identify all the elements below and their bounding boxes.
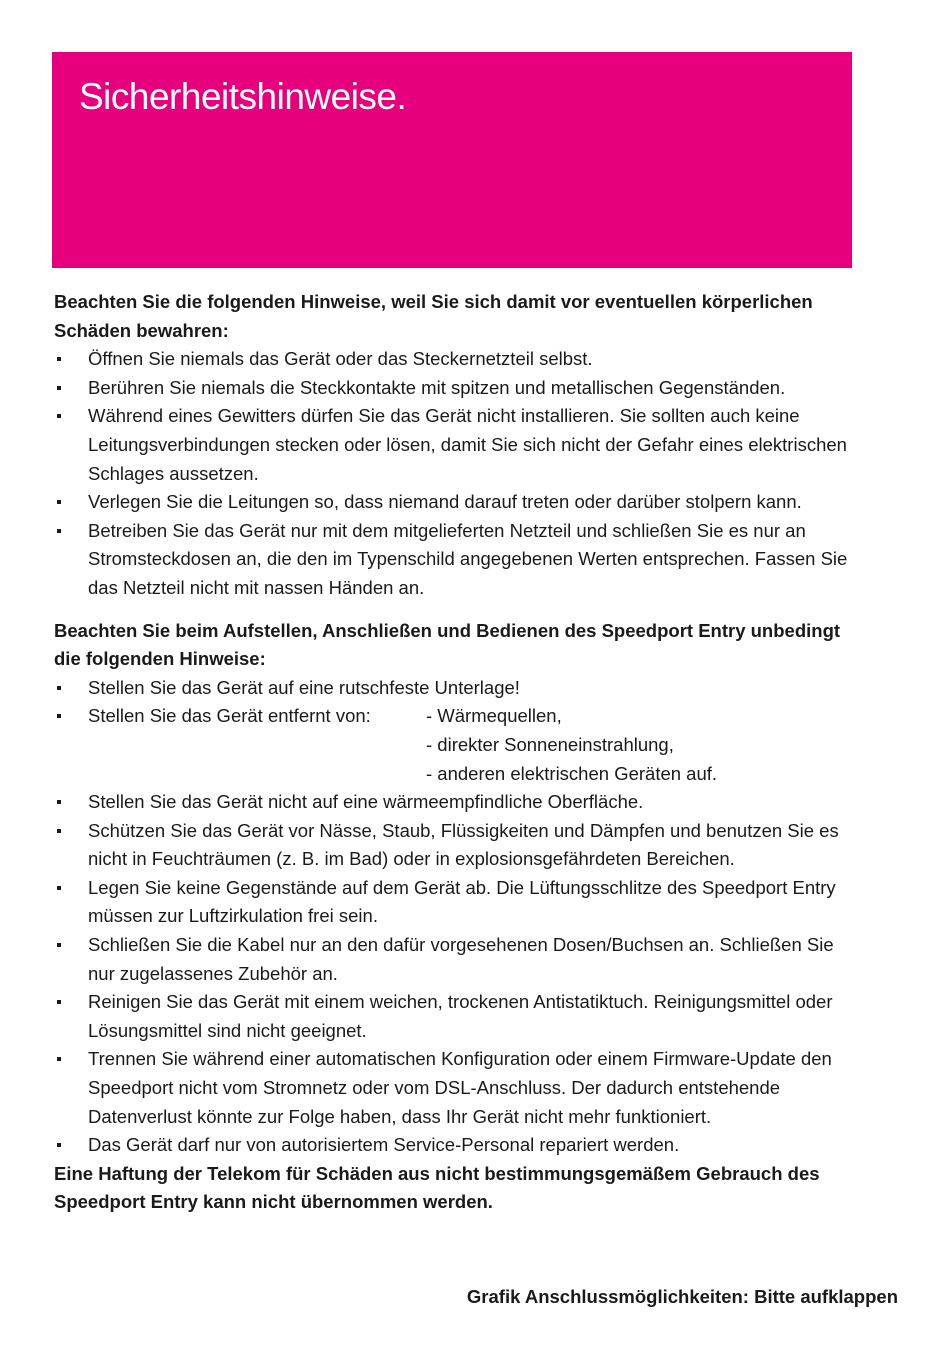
distance-items [426,702,854,788]
section1-intro: Beachten Sie die folgenden Hinweise, weil Sie sich damit vor eventuellen körperlichen Schäden bewahren: [54,291,813,341]
distance-item: - direkter Sonneneinstrahlung, [426,733,674,755]
list-item: Das Gerät darf nur von autorisiertem Service-Personal repariert werden. [54,1131,854,1160]
list-item: Berühren Sie niemals die Steckkontakte mit spitzen und metallischen Gegenständen. [54,374,854,403]
list-item: Trennen Sie während einer automatischen Konfiguration oder einem Firmware-Update den Speedport nicht vom Stromnetz oder vom DSL-Anschluss. Der dadurch entstehende Datenverlust könnte zur Folge haben, dass Ihr Gerät nicht mehr funktioniert. [54,1045,854,1131]
page-title: Sicherheitshinweise. [79,76,407,117]
list-item: Stellen Sie das Gerät nicht auf eine wärmeempfindliche Oberfläche. [54,788,854,817]
list-item: Während eines Gewitters dürfen Sie das Gerät nicht installieren. Sie sollten auch keine Leitungsverbindungen stecken oder lösen, damit Sie sich nicht der Gefahr eines elektrischen Schlages aussetzen. [54,402,854,488]
section2-list [54,674,854,1160]
distance-item: - Wärmequellen, [426,705,562,727]
list-item: Schließen Sie die Kabel nur an den dafür vorgesehenen Dosen/Buchsen an. Schließen Sie nur zugelassenes Zubehör an. [54,931,854,988]
list-item: Schützen Sie das Gerät vor Nässe, Staub, Flüssigkeiten und Dämpfen und benutzen Sie es nicht in Feuchträumen (z. B. im Bad) oder in explosionsgefährdeten Bereichen. [54,817,854,874]
distance-row [88,702,854,788]
list-item: Stellen Sie das Gerät auf eine rutschfeste Unterlage! [54,674,854,703]
list-item: Verlegen Sie die Leitungen so, dass niemand darauf treten oder darüber stolpern kann. [54,488,854,517]
distance-item: - anderen elektrischen Geräten auf. [426,762,718,784]
list-item-distance [54,702,854,788]
fold-out-hint: Grafik Anschlussmöglichkeiten: Bitte aufklappen [466,1286,898,1307]
list-item: Öffnen Sie niemals das Gerät oder das Steckernetzteil selbst. [54,345,854,374]
section2-intro: Beachten Sie beim Aufstellen, Anschließen und Bedienen des Speedport Entry unbedingt die folgenden Hinweise: [54,619,841,670]
section1-list [54,345,854,602]
header-banner [52,52,852,268]
list-item: Betreiben Sie das Gerät nur mit dem mitgelieferten Netzteil und schließen Sie es nur an Stromsteckdosen an, die den im Typenschild angegebenen Werten entsprechen. Fassen Sie das Netzteil nicht mit nassen Händen an. [54,517,854,603]
main-content [54,288,854,1217]
liability-disclaimer: Eine Haftung der Telekom für Schäden aus nicht bestimmungsgemäßem Gebrauch des Speedport Entry kann nicht übernommen werden. [54,1162,820,1213]
distance-label: Stellen Sie das Gerät entfernt von: [88,705,371,727]
list-item: Legen Sie keine Gegenstände auf dem Gerät ab. Die Lüftungsschlitze des Speedport Entry müssen zur Luftzirkulation frei sein. [54,874,854,931]
list-item: Reinigen Sie das Gerät mit einem weichen, trockenen Antistatiktuch. Reinigungsmittel oder Lösungsmittel sind nicht geeignet. [54,988,854,1045]
